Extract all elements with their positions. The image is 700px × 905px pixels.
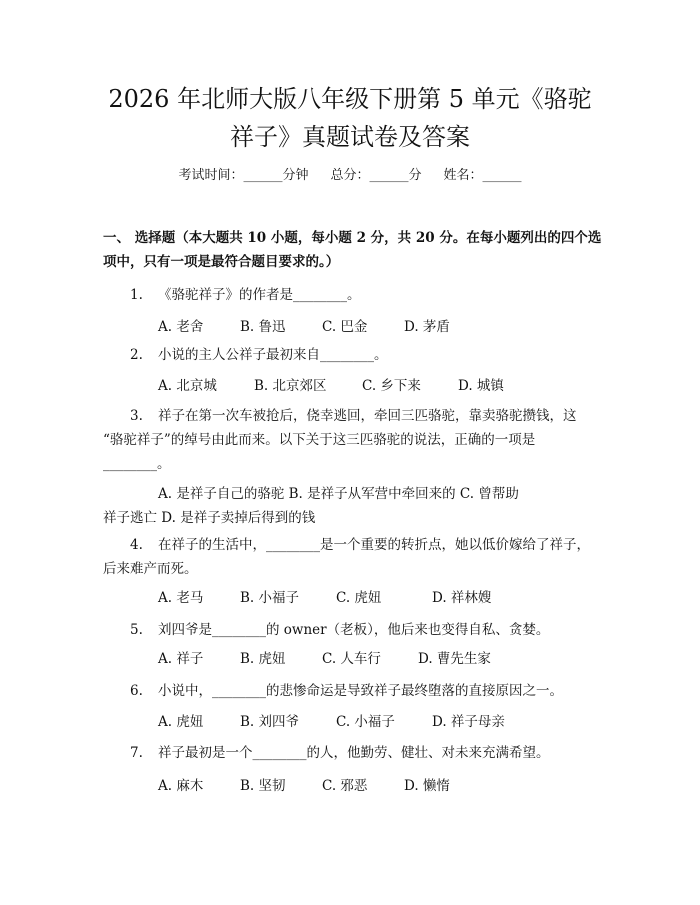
exam-meta [0, 166, 700, 186]
option-b: B. 坚韧 [240, 778, 286, 794]
question-2 [130, 343, 388, 367]
option-d: D. 茅盾 [404, 319, 450, 335]
question-3 [130, 404, 577, 428]
option-a: A. 麻木 [158, 778, 204, 794]
question-number: 5. [130, 622, 143, 638]
question-2-options [158, 374, 504, 398]
option-d: D. 曹先生家 [418, 651, 491, 667]
question-text: 祥子最初是一个________的人，他勤劳、健壮、对未来充满希望。 [158, 745, 550, 761]
question-6 [130, 679, 563, 703]
option-c: C. 乡下来 [362, 378, 421, 394]
question-text-line: 祥子在第一次车被抢后，侥幸逃回，牵回三匹骆驼，靠卖骆驼攒钱，这 [158, 408, 577, 424]
question-number: 4. [130, 537, 143, 553]
question-7-options [158, 774, 450, 798]
option-b: B. 鲁迅 [240, 319, 286, 335]
section-heading-line-1: 一、 选择题（本大题共 10 小题，每小题 2 分，共 20 分。在每小题列出的四个选 [103, 230, 602, 246]
option-a: A. 虎妞 [158, 714, 204, 730]
option-c: C. 巴金 [322, 319, 368, 335]
option-a: A. 老舍 [158, 319, 204, 335]
question-1 [130, 283, 361, 307]
question-number: 2. [130, 347, 143, 363]
option-d: D. 祥子母亲 [432, 714, 505, 730]
question-3-text-line-3: ________。 [103, 456, 171, 472]
question-3-options-line-1: A. 是祥子自己的骆驼 B. 是祥子从军营中牵回来的 C. 曾帮助 [158, 486, 519, 502]
option-b: B. 北京郊区 [254, 378, 327, 394]
option-d: D. 懒惰 [404, 778, 450, 794]
option-d: D. 城镇 [458, 378, 504, 394]
question-4 [130, 533, 590, 557]
total-score-field: 总分：______分 [330, 168, 422, 183]
option-b: B. 刘四爷 [240, 714, 300, 730]
question-text: 《骆驼祥子》的作者是________。 [158, 287, 361, 303]
question-text-line: 在祥子的生活中，________是一个重要的转折点，她以低价嫁给了祥子， [158, 537, 590, 553]
question-text: 小说的主人公祥子最初来自________。 [158, 347, 388, 363]
page-title-line-2: 祥子》真题试卷及答案 [230, 123, 470, 151]
question-number: 3. [130, 408, 143, 424]
question-4-text-line-2: 后来难产而死。 [103, 561, 198, 577]
question-5-options [158, 647, 491, 671]
question-number: 1. [130, 287, 143, 303]
option-b: B. 小福子 [240, 590, 300, 606]
option-a: A. 老马 [158, 590, 204, 606]
question-5 [130, 618, 549, 642]
question-text: 刘四爷是________的 owner（老板），他后来也变得自私、贪婪。 [158, 622, 550, 638]
option-c: C. 小福子 [336, 714, 395, 730]
option-b: B. 虎妞 [240, 651, 286, 667]
option-c: C. 人车行 [322, 651, 381, 667]
question-text: 小说中，________的悲惨命运是导致祥子最终堕落的直接原因之一。 [158, 683, 563, 699]
question-number: 7. [130, 745, 143, 761]
option-a: A. 北京城 [158, 378, 217, 394]
question-4-options [158, 586, 491, 610]
student-name-field: 姓名：______ [443, 168, 522, 183]
question-3-text-line-2: “骆驼祥子”的绰号由此而来。以下关于这三匹骆驼的说法，正确的一项是 [103, 432, 536, 448]
option-d: D. 祥林嫂 [432, 590, 492, 606]
question-1-options [158, 315, 450, 339]
option-c: C. 虎妞 [336, 590, 382, 606]
question-3-options-line-2: 祥子逃亡 D. 是祥子卖掉后得到的钱 [103, 510, 316, 526]
exam-time-field: 考试时间：______分钟 [178, 168, 309, 183]
question-7 [130, 741, 550, 765]
option-a: A. 祥子 [158, 651, 204, 667]
option-c: C. 邪恶 [322, 778, 368, 794]
question-number: 6. [130, 683, 143, 699]
question-6-options [158, 710, 505, 734]
page-title-line-1: 2026 年北师大版八年级下册第 5 单元《骆驼 [108, 85, 592, 113]
section-heading-line-2: 项中，只有一项是最符合题目要求的。） [103, 254, 340, 270]
